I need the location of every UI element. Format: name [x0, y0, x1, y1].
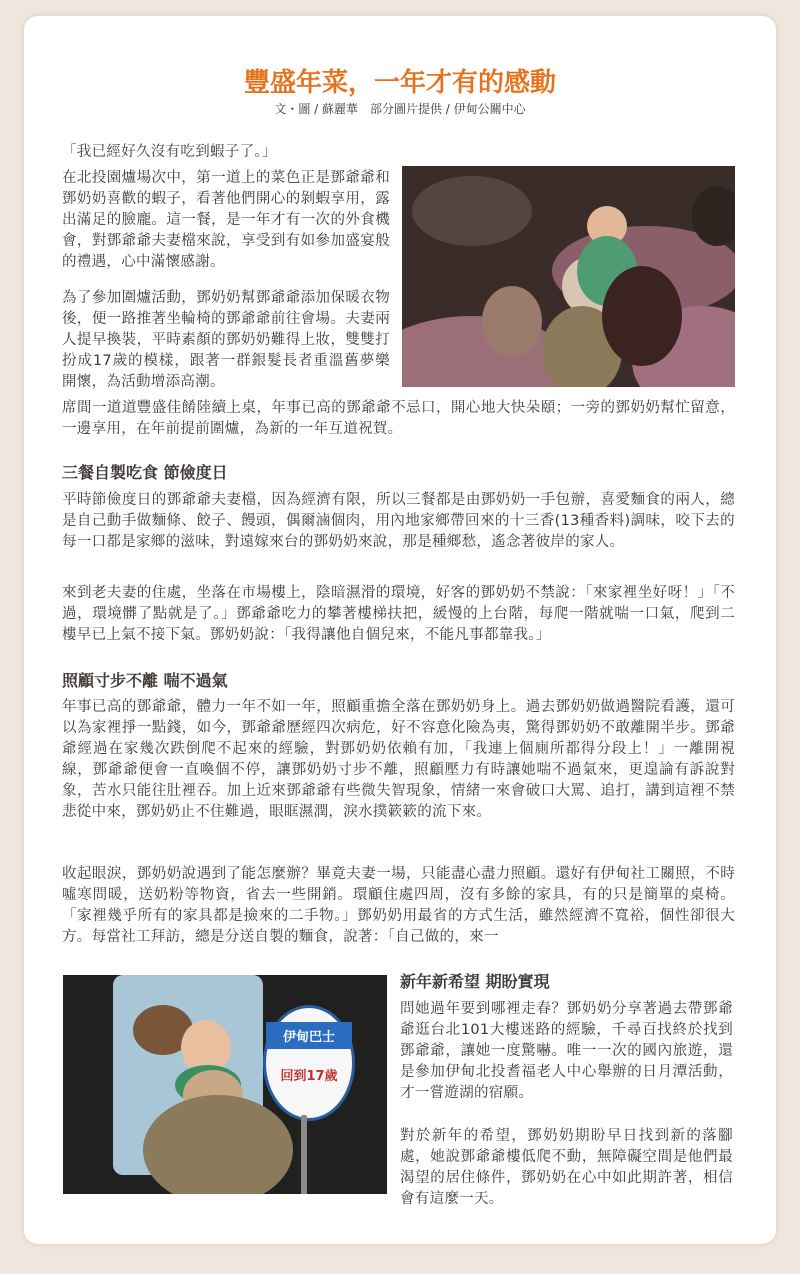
banquet-photo: [402, 166, 735, 387]
heading-new-year-hopes: 新年新希望 期盼實現: [400, 972, 550, 991]
paragraph-2: 為了參加圍爐活動，鄧奶奶幫鄧爺爺添加保暖衣物後，便一路推著坐輪椅的鄧爺爺前往會場。夫妻兩人提早換裝，平時素顏的鄧奶奶難得上妝，雙雙打扮成17歲的模樣，跟著一群銀髮長者重溫舊夢樂開懷，為活動增添高潮。: [62, 290, 390, 390]
opening-quote: 「我已經好久沒有吃到蝦子了。」: [62, 144, 277, 160]
paragraph-7: 收起眼淚，鄧奶奶說遇到了能怎麼辦？畢竟夫妻一場，只能盡心盡力照顧。還好有伊甸社工關照，不時噓寒問暖，送奶粉等物資，省去一些開銷。環顧住處四周，沒有多餘的家具，有的只是簡單的桌椅。「家裡幾乎所有的家具都是撿來的二手物。」鄧奶奶用最省的方式生活，雖然經濟不寬裕，個性卻很大方。每當社工拜訪，總是分送自製的麵食，說著：「自己做的，來一: [62, 866, 735, 945]
paragraph-9: 對於新年的希望，鄧奶奶期盼早日找到新的落腳處，她說鄧爺爺樓低爬不動，無障礙空間是他們最渴望的居住條件，鄧奶奶在心中如此期許著，相信會有這麼一天。: [400, 1128, 733, 1207]
article-title: 豐盛年菜，一年才有的感動: [243, 68, 556, 98]
paragraph-5: 來到老夫妻的住處，坐落在市場樓上，陰暗濕滑的環境，好客的鄧奶奶不禁說：「來家裡坐好呀！」「不過，環境髒了點就是了。」鄧爺爺吃力的攀著樓梯扶把，緩慢的上台階，每爬一階就喘一口氣，爬到二樓早已上氣不接下氣。鄧奶奶說：「我得讓他自個兒來，不能凡事都靠我。」: [62, 585, 735, 643]
bus-sign: [263, 1005, 355, 1121]
article-byline: 文・圖 / 蘇麗華 部分圖片提供 / 伊甸公關中心: [274, 102, 526, 116]
bus-sign-top: 伊甸巴士: [266, 1022, 352, 1049]
paragraph-6: 年事已高的鄧爺爺，體力一年不如一年，照顧重擔全落在鄧奶奶身上。過去鄧奶奶做過醫院看護，還可以為家裡掙一點錢，如今，鄧爺爺歷經四次病危，好不容意化險為夷，驚得鄧奶奶不敢離開半步。鄧爺爺經過在家幾次跌倒爬不起來的經驗，對鄧奶奶依賴有加，「我連上個廁所都得分段上！」一離開視線，鄧爺爺便會一直喚個不停，讓鄧奶奶寸步不離，照顧壓力有時讓她喘不過氣來，更遑論有訴說對象，苦水只能往肚裡吞。加上近來鄧爺爺有些微失智現象，情緒一來會破口大罵、追打，講到這裡不禁悲從中來，鄧奶奶止不住難過，眼眶濕潤，淚水撲簌簌的流下來。: [62, 699, 735, 820]
paragraph-3: 席間一道道豐盛佳餚陸續上桌，年事已高的鄧爺爺不忌口，開心地大快朵頤；一旁的鄧奶奶幫忙留意，一邊享用，在年前提前圍爐，為新的一年互道祝賀。: [62, 400, 735, 437]
paragraph-1: 在北投園爐場次中，第一道上的菜色正是鄧爺爺和鄧奶奶喜歡的蝦子，看著他們開心的剝蝦享用，露出滿足的臉龐。這一餐，是一年才有一次的外食機會，對鄧爺爺夫妻檔來說，享受到有如參加盛宴般的禮遇，心中滿懷感謝。: [62, 170, 390, 270]
paragraph-4: 平時節儉度日的鄧爺爺夫妻檔，因為經濟有限，所以三餐都是由鄧奶奶一手包辦，喜愛麵食的兩人，總是自己動手做麵條、餃子、饅頭，偶爾滷個肉，用內地家鄉帶回來的十三香(13種香料)調味，咬下去的每一口都是家鄉的滋味，對遠嫁來台的鄧奶奶來說，那是種鄉愁，遙念著彼岸的家人。: [62, 492, 735, 550]
heading-caregiving: 照顧寸步不離 喘不過氣: [62, 671, 228, 690]
paragraph-8: 問她過年要到哪裡走春？鄧奶奶分享著過去帶鄧爺爺逛台北101大樓迷路的經驗，千尋百找終於找到鄧爺爺，讓她一度驚嚇。唯一一次的國內旅遊，還是參加伊甸北投耆福老人中心舉辦的日月潭活動，才一嘗遊湖的宿願。: [400, 1001, 733, 1101]
bus-sign-main: 回到17歲: [280, 1069, 338, 1084]
couple-photo: [63, 975, 387, 1194]
heading-self-made-meals: 三餐自製吃食 節儉度日: [62, 463, 228, 482]
